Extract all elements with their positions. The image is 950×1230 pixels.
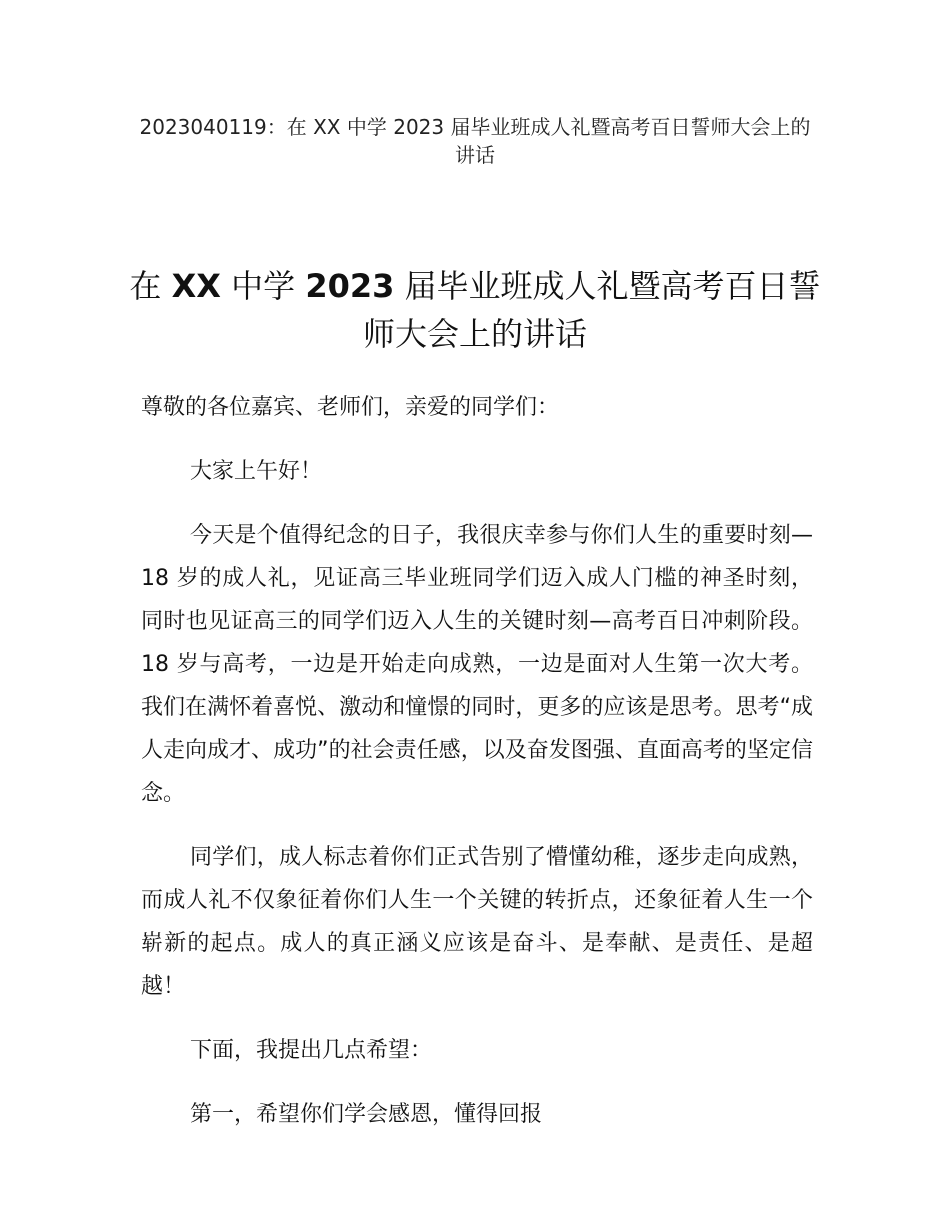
paragraph-3: 下面，我提出几点希望： (190, 1038, 433, 1063)
title-year: 2023 (305, 267, 395, 305)
speech-body (141, 386, 813, 1157)
greeting: 大家上午好！ (190, 459, 323, 484)
title-middle: 中学 (220, 267, 306, 305)
paragraph-1: 今天是个值得纪念的日子，我很庆幸参与你们人生的重要时刻—18 岁的成人礼，见证高三毕业班同学们迈入成人门槛的神圣时刻，同时也见证高三的同学们迈入人生的关键时刻—高考百日冲刺阶段。18 岁与高考，一边是开始走向成熟，一边是面对人生第一次大考。我们在满怀着喜悦、激动和憧憬的同时，更多的应该是思考。思考“成人走向成才、成功”的社会责任感，以及奋发图强、直面高考的坚定信念。 (141, 523, 813, 806)
document-header: 2023040119：在 XX 中学 2023 届毕业班成人礼暨高考百日誓师大会上的讲话 (139, 115, 811, 167)
title-suffix: 届毕业班成人礼暨高考百日誓师大会上的讲话 (362, 267, 821, 353)
title-prefix: 在 (129, 267, 172, 305)
document-title (120, 262, 830, 358)
title-school-name: XX (171, 267, 221, 305)
paragraph-4: 第一，希望你们学会感恩，懂得回报 (190, 1102, 543, 1127)
paragraph-2: 同学们，成人标志着你们正式告别了懵懂幼稚，逐步走向成熟，而成人礼不仅象征着你们人生一个关键的转折点，还象征着人生一个崭新的起点。成人的真正涵义应该是奋斗、是奉献、是责任、是超越！ (141, 845, 813, 999)
salutation: 尊敬的各位嘉宾、老师们，亲爱的同学们： (141, 395, 560, 420)
